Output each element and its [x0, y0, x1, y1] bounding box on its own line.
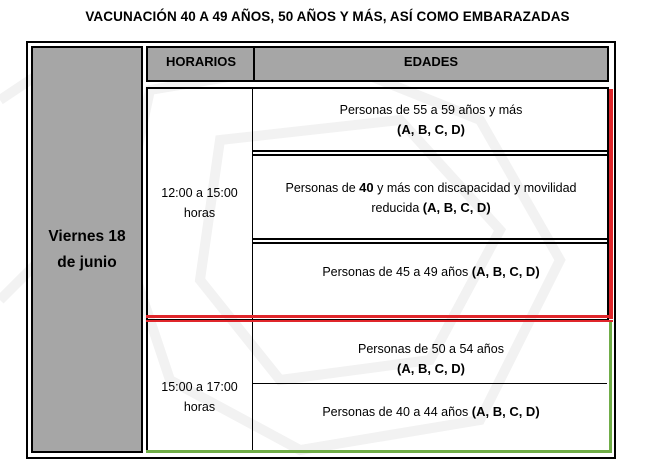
age-cell-45-49 — [254, 245, 608, 299]
red-border-right — [609, 89, 613, 319]
time-slot-1-line-1: 12:00 a 15:00 — [161, 186, 238, 200]
text-part: Personas de 45 a 49 años — [322, 265, 472, 279]
age-cell-40-44 — [254, 385, 608, 439]
day-line-1: Viernes 18 — [48, 227, 126, 245]
text-part: Personas de 40 a 44 años — [322, 405, 472, 419]
groups-label: (A, B, C, D) — [397, 122, 465, 137]
row-divider — [253, 383, 607, 384]
age-cell-55-59 — [254, 91, 608, 149]
groups-label: (A, B, C, D) — [397, 361, 465, 376]
groups-label: (A, B, C, D) — [471, 264, 540, 279]
time-slot-2 — [148, 322, 251, 472]
time-slot-2-line-2: horas — [183, 400, 216, 414]
text-part: y más con discapacidad y movilidad — [373, 180, 577, 195]
age-cell-50-54 — [254, 336, 608, 382]
groups-label: (A, B, C, D) — [471, 404, 540, 419]
column-divider — [252, 322, 253, 450]
age-cell-text — [322, 262, 539, 282]
day-cell — [31, 46, 143, 453]
bold-number: 40 — [359, 179, 374, 195]
age-cell-text: Personas de 55 a 59 años y más — [339, 103, 523, 117]
green-border-right — [609, 322, 612, 453]
time-slot-2-line-1: 15:00 a 17:00 — [161, 380, 238, 394]
groups-label: (A, B, C, D) — [422, 199, 491, 215]
header-horarios: HORARIOS — [146, 46, 256, 82]
page-title: VACUNACIÓN 40 A 49 AÑOS, 50 AÑOS Y MÁS, ASÍ COMO EMBARAZADAS — [85, 9, 570, 24]
age-cell-text — [322, 402, 539, 422]
age-cell-text — [371, 198, 490, 218]
age-cell-40-discapacidad — [254, 157, 608, 238]
row-divider — [253, 150, 608, 156]
header-edades: EDADES — [253, 46, 609, 82]
time-slot-1 — [148, 89, 251, 317]
day-line-2: de junio — [57, 253, 117, 271]
text-part: Personas de — [285, 180, 360, 195]
text-part: reducida — [371, 200, 423, 215]
age-cell-text: Personas de 50 a 54 años — [358, 342, 504, 356]
time-slot-1-line-2: horas — [183, 206, 216, 220]
age-cell-text — [285, 178, 576, 198]
row-divider — [253, 238, 608, 244]
column-divider — [252, 89, 253, 319]
